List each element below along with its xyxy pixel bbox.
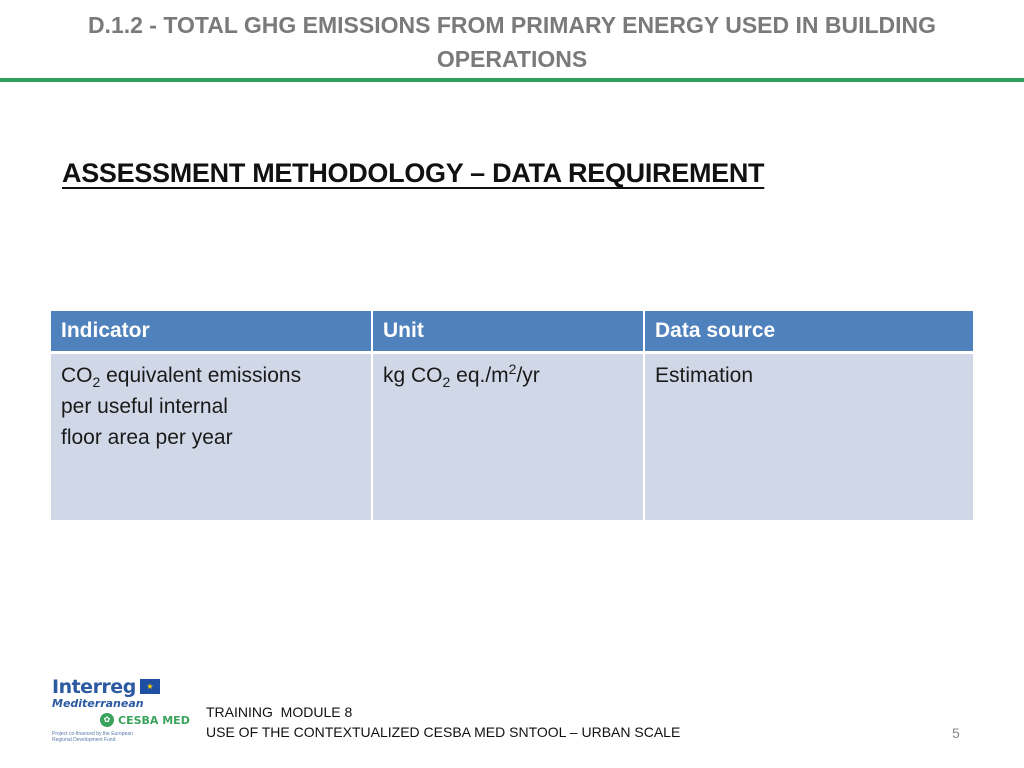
cell-indicator: $CO_2$ equivalent emissions per useful internal floor area per year [51,354,373,520]
cesba-med-wordmark: CESBA MED [118,714,190,727]
column-header-indicator: Indicator [51,311,373,354]
eu-flag-icon: ★ [140,679,160,694]
title-divider [0,78,1024,82]
table-header-row [51,311,973,354]
cesba-leaf-icon: ✿ [100,713,114,727]
column-header-data-source: Data source [645,311,973,354]
data-requirement-table [51,311,973,520]
interreg-cesba-logo [52,676,192,746]
funding-notice: Project co-financed by the European Regional Development Fund [52,731,133,743]
mediterranean-wordmark: Mediterranean [52,697,144,710]
footer-module-info [206,702,680,742]
column-header-unit: Unit [373,311,645,354]
cell-data-source: Estimation [645,354,973,520]
footer-line-1: TRAINING MODULE 8 [206,704,353,720]
cell-unit: kg $CO_2$ $eq./m^2/yr$ [373,354,645,520]
interreg-wordmark: Interreg [52,676,136,698]
table-row [51,354,973,520]
page-number: 5 [952,725,960,741]
footer-line-2: USE OF THE CONTEXTUALIZED CESBA MED SNTOOL – URBAN SCALE [206,724,681,740]
slide-title: D.1.2 - TOTAL GHG EMISSIONS FROM PRIMARY ENERGY USED IN BUILDING OPERATIONS [87,12,937,72]
section-heading: ASSESSMENT METHODOLOGY – DATA REQUIREMENT [62,158,765,188]
